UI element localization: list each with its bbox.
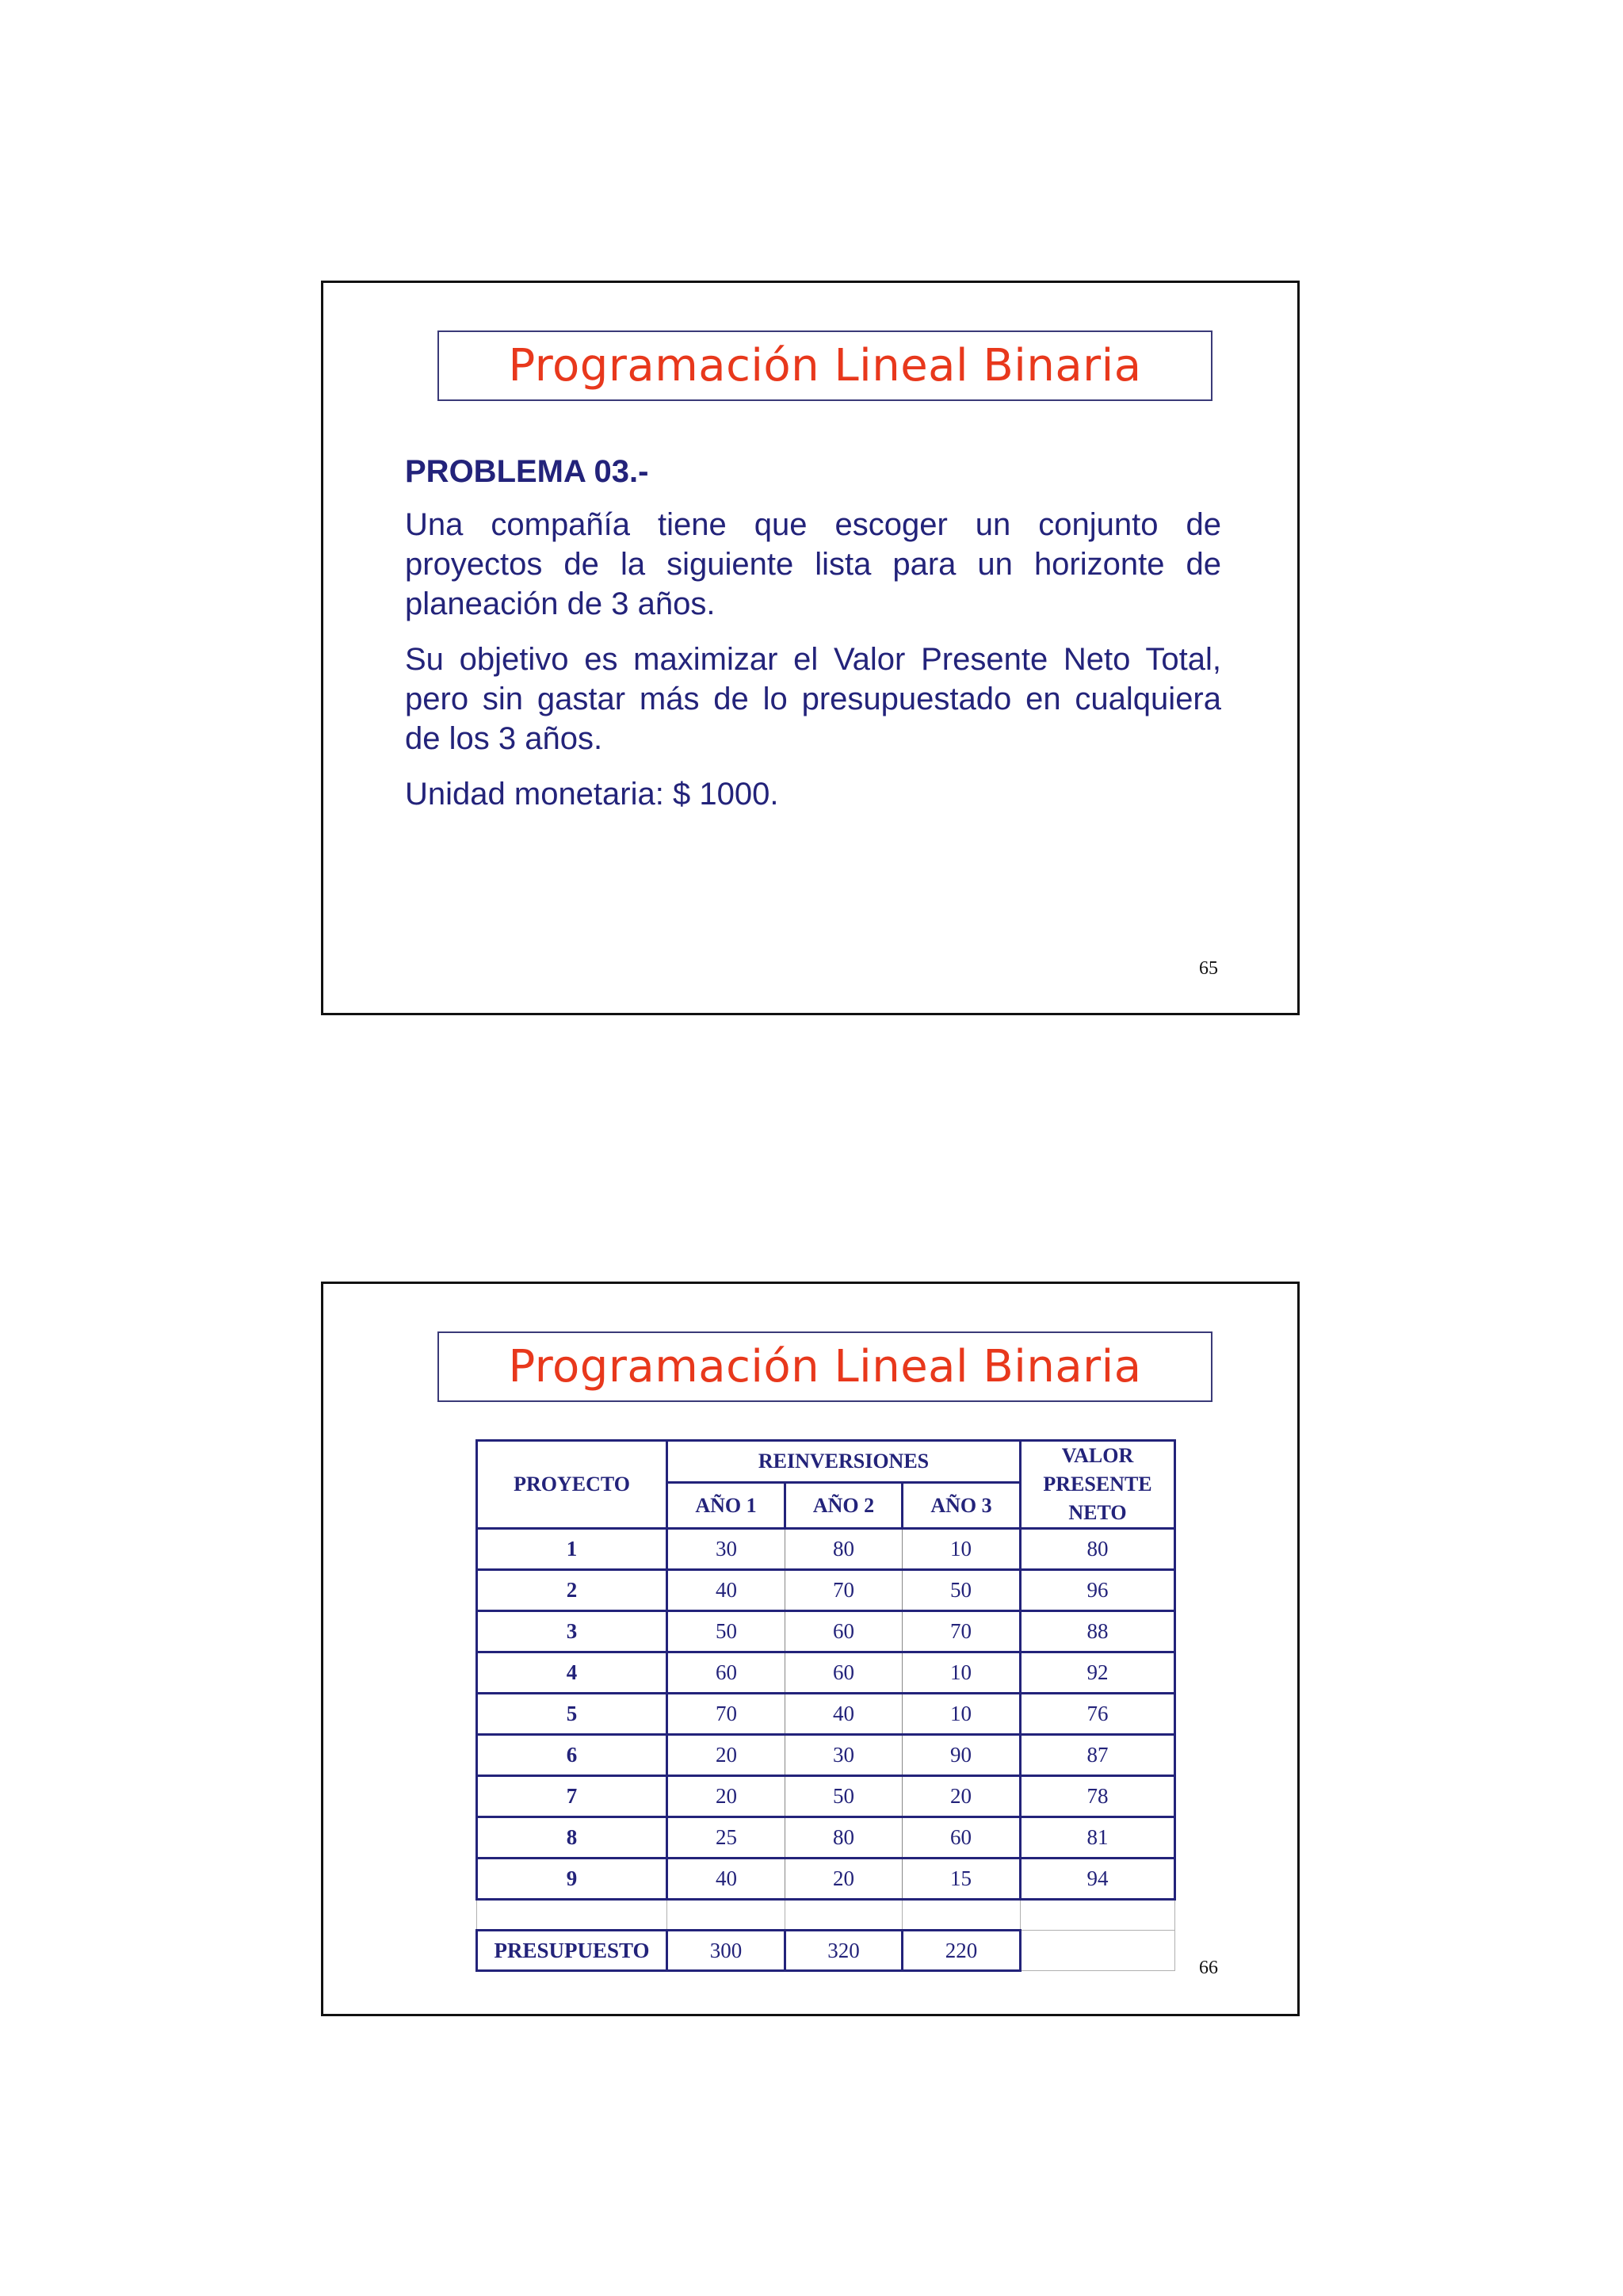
npv-cell: 88 <box>1021 1611 1175 1652</box>
table-row <box>477 1611 1175 1652</box>
npv-cell: 78 <box>1021 1776 1175 1817</box>
header-project: PROYECTO <box>477 1441 667 1529</box>
project-cell: 6 <box>477 1735 667 1776</box>
table-cell <box>1021 1931 1175 1971</box>
year-1-cell: 20 <box>667 1776 785 1817</box>
year-3-cell: 15 <box>903 1859 1021 1900</box>
header-year-3: AÑO 3 <box>903 1483 1021 1529</box>
header-reinvestments: REINVERSIONES <box>667 1441 1021 1483</box>
year-2-cell: 80 <box>785 1817 903 1859</box>
projects-table <box>475 1439 1176 1972</box>
table-cell <box>667 1900 785 1931</box>
year-2-cell: 70 <box>785 1570 903 1611</box>
year-2-cell: 60 <box>785 1611 903 1652</box>
page-number: 66 <box>1199 1958 1218 1978</box>
year-1-cell: 20 <box>667 1735 785 1776</box>
problem-paragraph-1: Una compañía tiene que escoger un conjunto de proyectos de la siguiente lista para un horizonte de planeación de 3 años. <box>405 507 1221 621</box>
year-3-cell: 10 <box>903 1694 1021 1735</box>
slide-title-box <box>437 330 1212 401</box>
year-1-cell: 40 <box>667 1859 785 1900</box>
table-row <box>477 1652 1175 1694</box>
year-2-cell: 20 <box>785 1859 903 1900</box>
table-row <box>477 1694 1175 1735</box>
year-1-cell: 25 <box>667 1817 785 1859</box>
slide-title-box <box>437 1331 1212 1402</box>
table-cell <box>785 1900 903 1931</box>
year-3-cell: 20 <box>903 1776 1021 1817</box>
project-cell: 9 <box>477 1859 667 1900</box>
project-cell: 2 <box>477 1570 667 1611</box>
header-year-1: AÑO 1 <box>667 1483 785 1529</box>
year-1-cell: 30 <box>667 1529 785 1570</box>
year-3-cell: 10 <box>903 1652 1021 1694</box>
problem-paragraph-3: Unidad monetaria: $ 1000. <box>405 777 779 812</box>
header-year-2: AÑO 2 <box>785 1483 903 1529</box>
npv-cell: 96 <box>1021 1570 1175 1611</box>
table-cell <box>477 1900 667 1931</box>
year-1-cell: 40 <box>667 1570 785 1611</box>
npv-cell: 76 <box>1021 1694 1175 1735</box>
header-npv: VALOR PRESENTE NETO <box>1021 1441 1175 1529</box>
slide-title: Programación Lineal Binaria <box>508 340 1142 392</box>
year-2-cell: 50 <box>785 1776 903 1817</box>
problem-paragraph-2: Su objetivo es maximizar el Valor Presente Neto Total, pero sin gastar más de lo presupuestado en cualquiera de los 3 años. <box>405 642 1221 756</box>
table-row <box>477 1776 1175 1817</box>
year-2-cell: 60 <box>785 1652 903 1694</box>
table-row <box>477 1817 1175 1859</box>
budget-row <box>477 1931 1175 1971</box>
year-1-cell: 50 <box>667 1611 785 1652</box>
year-3-cell: 70 <box>903 1611 1021 1652</box>
budget-label: PRESUPUESTO <box>477 1931 667 1971</box>
table-row <box>477 1529 1175 1570</box>
slide-66 <box>321 1282 1300 2016</box>
year-3-cell: 50 <box>903 1570 1021 1611</box>
year-1-cell: 60 <box>667 1652 785 1694</box>
project-cell: 7 <box>477 1776 667 1817</box>
project-cell: 4 <box>477 1652 667 1694</box>
year-2-cell: 30 <box>785 1735 903 1776</box>
budget-year-3: 220 <box>903 1931 1021 1971</box>
npv-cell: 87 <box>1021 1735 1175 1776</box>
slide-65 <box>321 281 1300 1015</box>
npv-cell: 81 <box>1021 1817 1175 1859</box>
page-number: 65 <box>1199 958 1218 979</box>
project-cell: 8 <box>477 1817 667 1859</box>
year-2-cell: 80 <box>785 1529 903 1570</box>
year-3-cell: 10 <box>903 1529 1021 1570</box>
spacer-row <box>477 1900 1175 1931</box>
project-cell: 3 <box>477 1611 667 1652</box>
npv-cell: 94 <box>1021 1859 1175 1900</box>
table-body <box>477 1529 1175 1900</box>
year-3-cell: 60 <box>903 1817 1021 1859</box>
table-cell <box>903 1900 1021 1931</box>
year-2-cell: 40 <box>785 1694 903 1735</box>
budget-year-2: 320 <box>785 1931 903 1971</box>
npv-cell: 92 <box>1021 1652 1175 1694</box>
table-row <box>477 1859 1175 1900</box>
project-cell: 5 <box>477 1694 667 1735</box>
problem-heading: PROBLEMA 03.- <box>405 454 649 489</box>
table-row <box>477 1570 1175 1611</box>
year-1-cell: 70 <box>667 1694 785 1735</box>
table-row <box>477 1735 1175 1776</box>
npv-cell: 80 <box>1021 1529 1175 1570</box>
project-cell: 1 <box>477 1529 667 1570</box>
year-3-cell: 90 <box>903 1735 1021 1776</box>
budget-year-1: 300 <box>667 1931 785 1971</box>
table-cell <box>1021 1900 1175 1931</box>
slide-title: Programación Lineal Binaria <box>508 1341 1142 1392</box>
